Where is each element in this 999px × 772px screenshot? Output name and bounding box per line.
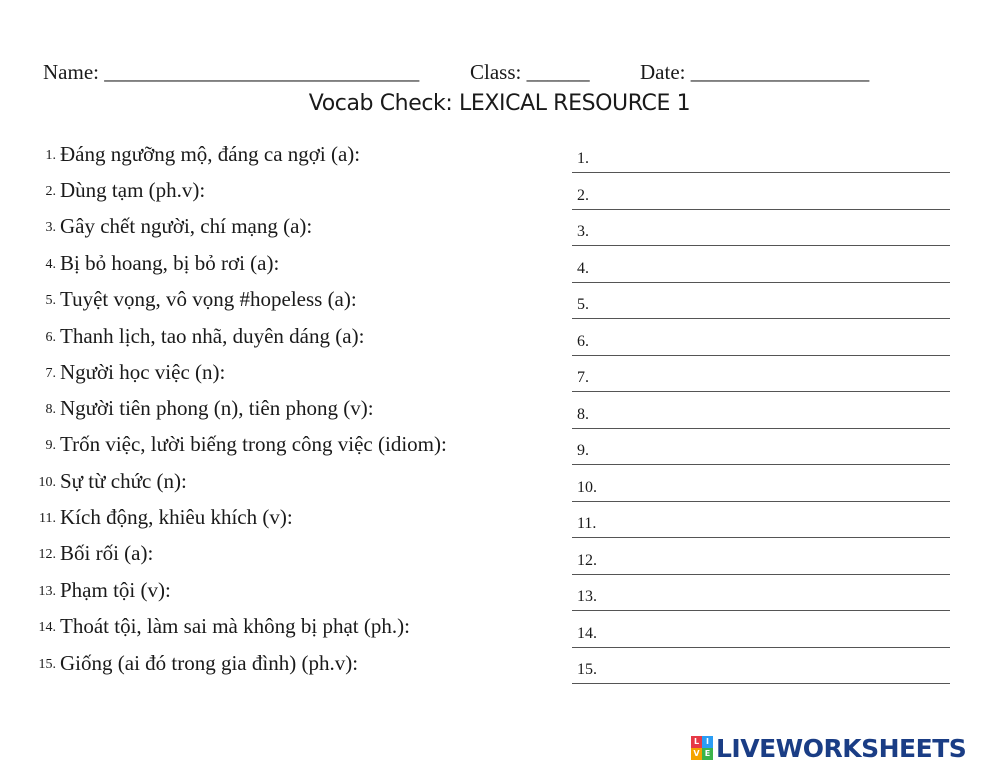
question-number: 14.	[38, 620, 56, 635]
question-item	[0, 178, 540, 208]
question-number: 1.	[45, 148, 56, 163]
answer-blank[interactable]	[572, 648, 950, 684]
question-number: 15.	[38, 657, 56, 672]
header-fields	[43, 60, 943, 90]
question-number: 5.	[45, 293, 56, 308]
answer-blank[interactable]	[572, 502, 950, 538]
question-item	[0, 432, 540, 462]
question-text: Phạm tội (v):	[60, 578, 171, 602]
answer-blank[interactable]	[572, 174, 950, 210]
brand-icon-tile: I	[702, 736, 713, 748]
question-text: Trốn việc, lười biếng trong công việc (idiom):	[60, 432, 447, 456]
question-text: Kích động, khiêu khích (v):	[60, 505, 293, 529]
question-text: Sự từ chức (n):	[60, 469, 187, 493]
answer-underline	[572, 537, 950, 538]
question-number: 2.	[45, 184, 56, 199]
question-number: 13.	[38, 584, 56, 599]
question-number: 7.	[45, 366, 56, 381]
date-field[interactable]: Date: _________________	[640, 60, 870, 84]
answer-number: 5.	[577, 296, 589, 313]
answer-number: 7.	[577, 369, 589, 386]
answer-blank[interactable]	[572, 575, 950, 611]
answer-number: 12.	[577, 552, 597, 569]
answer-number: 2.	[577, 187, 589, 204]
answer-number: 15.	[577, 661, 597, 678]
answer-number: 4.	[577, 260, 589, 277]
question-number: 6.	[45, 330, 56, 345]
answer-number: 8.	[577, 406, 589, 423]
answer-blank[interactable]	[572, 283, 950, 319]
brand-icon-tile: V	[691, 748, 702, 760]
answer-underline	[572, 245, 950, 246]
question-text: Người tiên phong (n), tiên phong (v):	[60, 396, 374, 420]
class-field[interactable]: Class: ______	[470, 60, 590, 84]
question-text: Thanh lịch, tao nhã, duyên dáng (a):	[60, 324, 365, 348]
question-number: 9.	[45, 438, 56, 453]
question-text: Người học việc (n):	[60, 360, 226, 384]
answer-underline	[572, 683, 950, 684]
question-text: Bối rối (a):	[60, 541, 154, 565]
answer-number: 3.	[577, 223, 589, 240]
answer-blank[interactable]	[572, 356, 950, 392]
question-item	[0, 505, 540, 535]
question-item	[0, 287, 540, 317]
question-text: Tuyệt vọng, vô vọng #hopeless (a):	[60, 287, 357, 311]
answer-underline	[572, 318, 950, 319]
question-text: Giống (ai đó trong gia đình) (ph.v):	[60, 651, 359, 675]
question-number: 12.	[38, 547, 56, 562]
brand-icon-tile: L	[691, 736, 702, 748]
answer-blank[interactable]	[572, 612, 950, 648]
question-number: 4.	[45, 257, 56, 272]
answer-blank[interactable]	[572, 210, 950, 246]
answer-number: 1.	[577, 150, 589, 167]
question-item	[0, 541, 540, 571]
question-number: 10.	[38, 475, 56, 490]
question-number: 8.	[45, 402, 56, 417]
worksheet-title: Vocab Check: LEXICAL RESOURCE 1	[308, 91, 691, 116]
question-number: 3.	[45, 220, 56, 235]
name-field[interactable]: Name: ______________________________	[43, 60, 420, 84]
question-item	[0, 324, 540, 354]
answer-number: 14.	[577, 625, 597, 642]
question-item	[0, 214, 540, 244]
answer-underline	[572, 610, 950, 611]
answer-number: 11.	[577, 515, 597, 532]
liveworksheets-icon	[691, 736, 713, 760]
question-text: Bị bỏ hoang, bị bỏ rơi (a):	[60, 251, 280, 275]
brand-name: LIVEWORKSHEETS	[716, 733, 967, 763]
answer-number: 6.	[577, 333, 589, 350]
answer-number: 9.	[577, 442, 589, 459]
liveworksheets-logo	[691, 733, 966, 763]
question-item	[0, 469, 540, 499]
question-item	[0, 614, 540, 644]
question-item	[0, 578, 540, 608]
answer-blank[interactable]	[572, 320, 950, 356]
question-item	[0, 251, 540, 281]
question-item	[0, 360, 540, 390]
answer-underline	[572, 391, 950, 392]
answer-number: 10.	[577, 479, 597, 496]
answer-blank[interactable]	[572, 247, 950, 283]
answer-blank[interactable]	[572, 393, 950, 429]
answer-number: 13.	[577, 588, 597, 605]
answer-underline	[572, 172, 950, 173]
answer-blank[interactable]	[572, 137, 950, 173]
question-text: Dùng tạm (ph.v):	[60, 178, 206, 202]
answer-blank[interactable]	[572, 539, 950, 575]
question-item	[0, 651, 540, 681]
answer-underline	[572, 464, 950, 465]
answer-blank[interactable]	[572, 429, 950, 465]
answer-blank[interactable]	[572, 466, 950, 502]
question-text: Thoát tội, làm sai mà không bị phạt (ph.):	[60, 614, 410, 638]
question-item	[0, 396, 540, 426]
question-item	[0, 142, 540, 172]
question-number: 11.	[39, 511, 56, 526]
question-text: Gây chết người, chí mạng (a):	[60, 214, 313, 238]
question-text: Đáng ngưỡng mộ, đáng ca ngợi (a):	[60, 142, 361, 166]
brand-icon-tile: E	[702, 748, 713, 760]
